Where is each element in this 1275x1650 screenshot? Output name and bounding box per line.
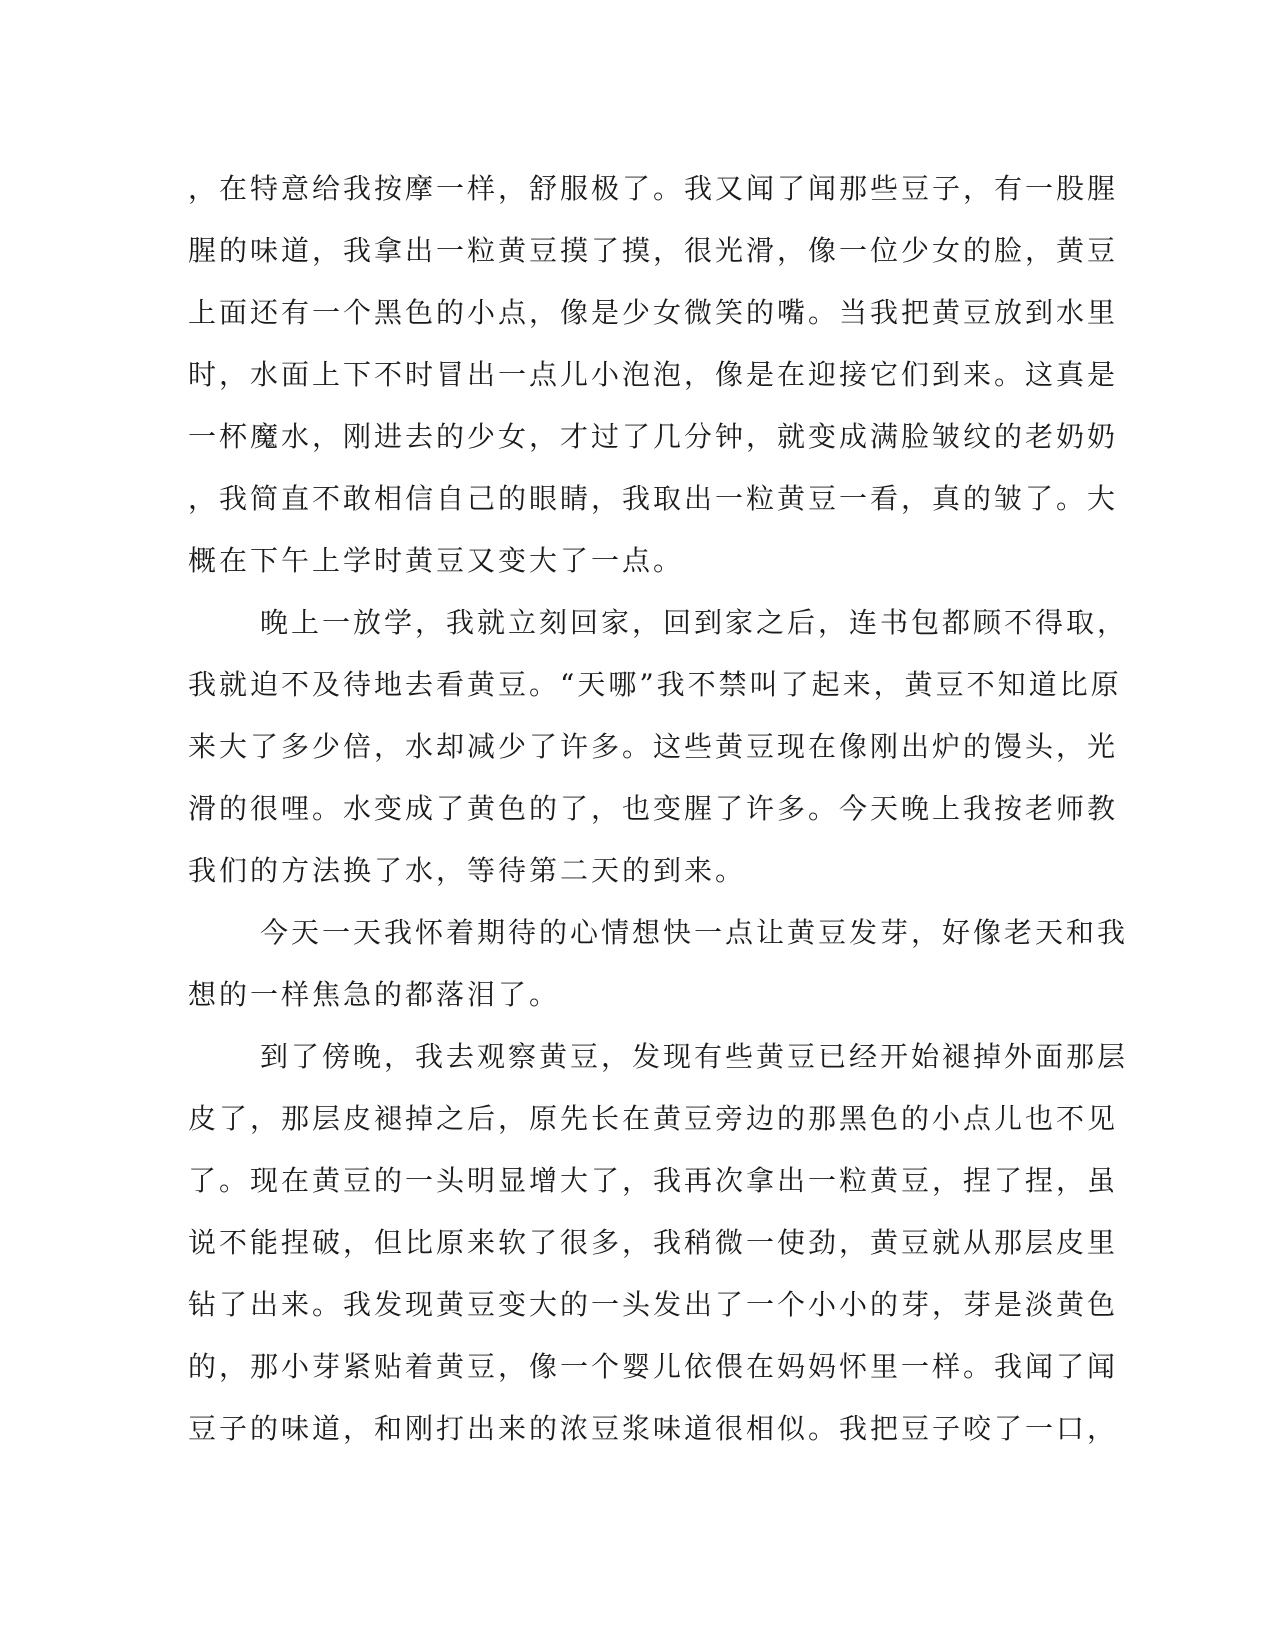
text-line: 了。现在黄豆的一头明显增大了，我再次拿出一粒黄豆，捏了捏，虽 [188, 1164, 1119, 1197]
body-text [188, 158, 1129, 1460]
text-line: 一杯魔水，刚进去的少女，才过了几分钟，就变成满脸皱纹的老奶奶 [188, 420, 1119, 453]
text-line: 来大了多少倍，水却减少了许多。这些黄豆现在像刚出炉的馒头，光 [188, 730, 1119, 763]
text-line: 钻了出来。我发现黄豆变大的一头发出了一个小小的芽，芽是淡黄色 [188, 1288, 1119, 1321]
text-line: 想的一样焦急的都落泪了。 [188, 978, 561, 1011]
paragraph-start-line: 到了傍晚，我去观察黄豆，发现有些黄豆已经开始褪掉外面那层 [260, 1040, 1129, 1073]
text-line: ，在特意给我按摩一样，舒服极了。我又闻了闻那些豆子，有一股腥 [188, 172, 1119, 205]
text-line: 概在下午上学时黄豆又变大了一点。 [188, 544, 685, 577]
text-line: 豆子的味道，和刚打出来的浓豆浆味道很相似。我把豆子咬了一口， [188, 1412, 1119, 1445]
text-line: 上面还有一个黑色的小点，像是少女微笑的嘴。当我把黄豆放到水里 [188, 296, 1119, 329]
text-line: 的，那小芽紧贴着黄豆，像一个婴儿依偎在妈妈怀里一样。我闻了闻 [188, 1350, 1119, 1383]
text-line: 时，水面上下不时冒出一点儿小泡泡，像是在迎接它们到来。这真是 [188, 358, 1119, 391]
text-line: 腥的味道，我拿出一粒黄豆摸了摸，很光滑，像一位少女的脸，黄豆 [188, 234, 1119, 267]
text-line: 说不能捏破，但比原来软了很多，我稍微一使劲，黄豆就从那层皮里 [188, 1226, 1119, 1259]
paragraph-start-line: 晚上一放学，我就立刻回家，回到家之后，连书包都顾不得取， [260, 606, 1129, 639]
text-line: 皮了，那层皮褪掉之后，原先长在黄豆旁边的那黑色的小点儿也不见 [188, 1102, 1119, 1135]
text-line: 我就迫不及待地去看黄豆。“天哪”我不禁叫了起来，黄豆不知道比原 [188, 668, 1122, 701]
text-line: ，我简直不敢相信自己的眼睛，我取出一粒黄豆一看，真的皱了。大 [188, 482, 1119, 515]
paragraph-start-line: 今天一天我怀着期待的心情想快一点让黄豆发芽，好像老天和我 [260, 916, 1129, 949]
text-line: 我们的方法换了水，等待第二天的到来。 [188, 854, 747, 887]
text-line: 滑的很哩。水变成了黄色的了，也变腥了许多。今天晚上我按老师教 [188, 792, 1119, 825]
